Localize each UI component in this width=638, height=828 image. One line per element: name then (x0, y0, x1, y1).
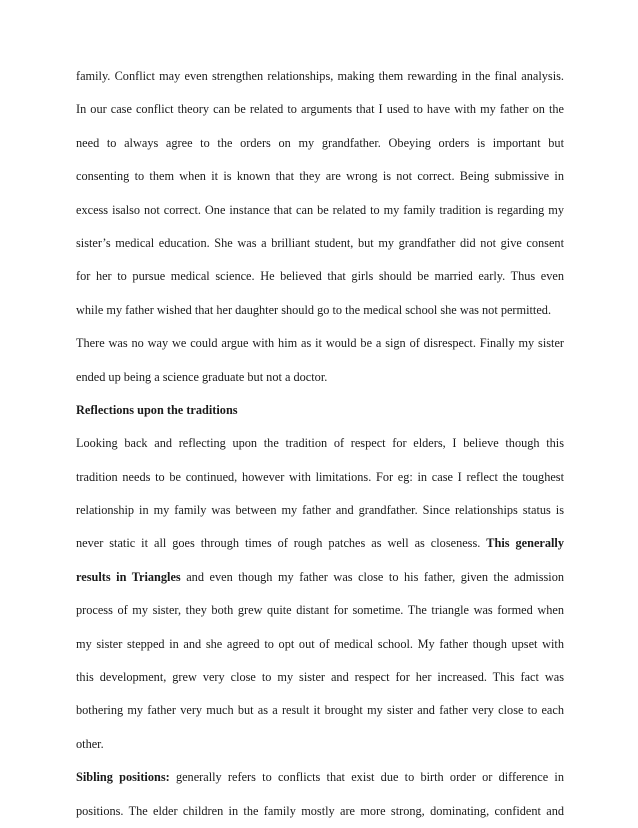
body-line: other. (76, 736, 104, 751)
body-line: In our case conflict theory can be related to arguments that I used to have with my father on the (76, 102, 564, 117)
body-line: ended up being a science graduate but not a doctor. (76, 369, 328, 384)
bold-emphasis: This generally (486, 536, 564, 551)
body-line: positions. The elder children in the family mostly are more strong, dominating, confident and (76, 803, 564, 818)
body-line: tradition needs to be continued, however with limitations. For eg: in case I reflect the toughest (76, 469, 564, 484)
document-page (76, 60, 564, 828)
body-line: for her to pursue medical science. He believed that girls should be married early. Thus even (76, 269, 564, 284)
body-line: excess isalso not correct. One instance that can be related to my family tradition is regarding my (76, 202, 564, 217)
body-line: my sister stepped in and she agreed to opt out of medical school. My father though upset with (76, 636, 564, 651)
body-text: never static it all goes through times of rough patches as well as closeness. (76, 536, 487, 551)
bold-emphasis: results in Triangles (76, 569, 181, 584)
body-line: family. Conflict may even strengthen relationships, making them rewarding in the final analysis. (76, 69, 564, 83)
body-line: need to always agree to the orders on my grandfather. Obeying orders is important but (76, 135, 564, 150)
body-line: consenting to them when it is known that they are wrong is not correct. Being submissive in (76, 169, 564, 184)
body-line-mixed (76, 561, 564, 594)
body-line: relationship in my family was between my father and grandfather. Since relationships status is (76, 503, 564, 518)
section-heading: Reflections upon the traditions (76, 402, 238, 417)
body-line: There was no way we could argue with him as it would be a sign of disrespect. Finally my sister (76, 336, 564, 351)
body-line: bothering my father very much but as a result it brought my sister and father very close to each (76, 703, 564, 718)
body-line-mixed (76, 527, 564, 560)
body-text: generally refers to conflicts that exist due to birth order or difference in (169, 770, 564, 785)
body-line: sister’s medical education. She was a brilliant student, but my grandfather did not give consent (76, 235, 564, 250)
body-line: this development, grew very close to my sister and respect for her increased. This fact was (76, 670, 564, 685)
body-line: process of my sister, they both grew quite distant for sometime. The triangle was formed when (76, 603, 564, 618)
body-text: and even though my father was close to his father, given the admission (180, 569, 564, 584)
body-line: while my father wished that her daughter should go to the medical school she was not permitted. (76, 302, 552, 317)
bold-term: Sibling positions: (76, 770, 170, 785)
body-line-mixed (76, 761, 564, 794)
body-line: Looking back and reflecting upon the tradition of respect for elders, I believe though this (76, 436, 564, 451)
